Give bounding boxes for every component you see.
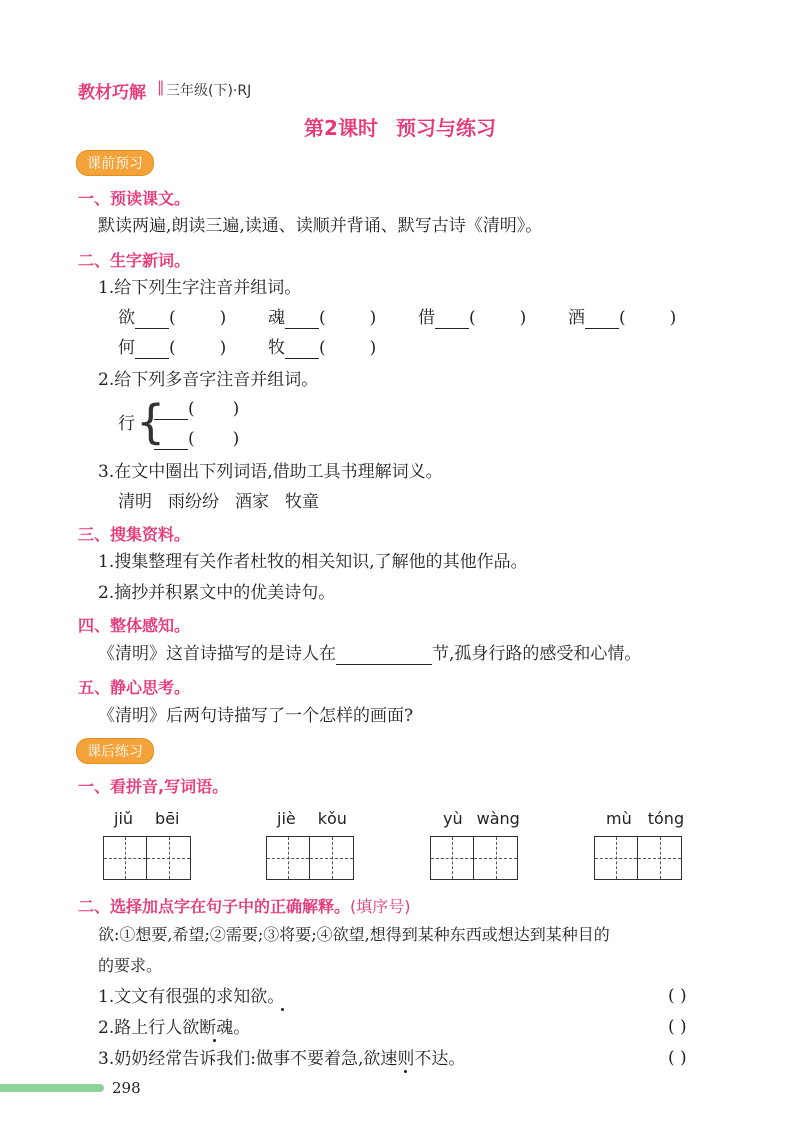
char-item: 借 ( ) — [418, 308, 527, 328]
collect-item-2: 2.摘抄并积累文中的优美诗句。 — [98, 583, 336, 603]
header-brand: 教材巧解 — [78, 83, 146, 103]
word-item: 清明 — [118, 492, 152, 512]
title-lesson: 第2课时 — [304, 116, 378, 140]
word-item: 牧童 — [285, 492, 319, 512]
writing-grid-3[interactable] — [430, 836, 518, 880]
grid-cell — [310, 836, 354, 880]
writing-grid-1[interactable] — [103, 836, 191, 880]
char-row-2 — [118, 337, 418, 359]
poly-line-2: ( ) — [154, 428, 239, 450]
char-item: 牧 ( ) — [268, 338, 377, 358]
char-item: 何 ( ) — [118, 338, 227, 358]
grid-cell — [266, 836, 310, 880]
answer-paren-2[interactable]: ( ) — [668, 1017, 687, 1037]
emphasis-dot — [281, 1008, 284, 1011]
choice-item-1: 1.文文有很强的求知欲。 — [98, 987, 285, 1007]
section-heading-3: 三、搜集资料。 — [78, 525, 191, 544]
perception-line: 《清明》这首诗描写的是诗人在 节,孤身行路的感受和心情。 — [98, 644, 642, 664]
practice-badge: 课后练习 — [76, 738, 154, 764]
writing-grid-2[interactable] — [266, 836, 354, 880]
header-grade: 三年级(下)·RJ — [166, 83, 252, 99]
char-item: 欲 ( ) — [118, 308, 227, 328]
answer-paren-3[interactable]: ( ) — [668, 1048, 687, 1068]
pinyin-group-2: jiè kǒu — [277, 809, 347, 828]
question-2: 2.给下列多音字注音并组词。 — [98, 370, 319, 390]
definition-line-2: 的要求。 — [98, 956, 163, 975]
emphasis-dot — [213, 1039, 216, 1042]
page-number: 298 — [112, 1079, 141, 1097]
section-heading-4: 四、整体感知。 — [78, 616, 191, 635]
choice-item-2: 2.路上行人欲断魂。 — [98, 1018, 251, 1038]
emphasis-dot — [404, 1070, 407, 1073]
grid-cell — [594, 836, 638, 880]
word-item: 雨纷纷 — [168, 492, 219, 512]
char-item: 魂 ( ) — [268, 308, 377, 328]
grid-cell — [430, 836, 474, 880]
writing-grid-4[interactable] — [594, 836, 682, 880]
grid-cell — [103, 836, 147, 880]
section-heading-2: 二、生字新词。 — [78, 251, 191, 270]
poly-char: 行 — [118, 414, 135, 434]
grid-cell — [474, 836, 518, 880]
practice-heading-2: 二、选择加点字在句子中的正确解释。(填序号) — [78, 897, 411, 916]
poly-line-1: ( ) — [154, 398, 239, 420]
section-heading-5: 五、静心思考。 — [78, 678, 191, 697]
answer-paren-1[interactable]: ( ) — [668, 986, 687, 1006]
header-separator: ‖ — [157, 78, 165, 96]
choice-item-3: 3.奶奶经常告诉我们:做事不要着急,欲速则不达。 — [98, 1049, 466, 1069]
section-heading-1: 一、预读课文。 — [78, 189, 191, 208]
question-1: 1.给下列生字注音并组词。 — [98, 278, 302, 298]
grid-cell — [638, 836, 682, 880]
practice-heading-1: 一、看拼音,写词语。 — [78, 777, 229, 796]
pinyin-group-4: mù tóng — [606, 809, 685, 828]
collect-item-1: 1.搜集整理有关作者杜牧的相关知识,了解他的其他作品。 — [98, 552, 528, 572]
brace-icon: { — [136, 395, 166, 449]
definition-line-1: 欲:①想要,希望;②需要;③将要;④欲望,想得到某种东西或想达到某种目的 — [98, 925, 610, 944]
title-topic: 预习与练习 — [395, 116, 496, 140]
preview-badge: 课前预习 — [76, 150, 154, 176]
pinyin-group-1: jiǔ bēi — [114, 809, 180, 828]
grid-cell — [147, 836, 191, 880]
page-title — [0, 112, 800, 141]
word-list — [118, 491, 319, 513]
think-question: 《清明》后两句诗描写了一个怎样的画面? — [98, 706, 414, 726]
pinyin-group-3: yù wàng — [443, 809, 520, 828]
footer-bar — [0, 1084, 104, 1092]
question-3: 3.在文中圈出下列词语,借助工具书理解词义。 — [98, 462, 443, 482]
char-row-1 — [118, 307, 718, 329]
word-item: 酒家 — [235, 492, 269, 512]
char-item: 酒 ( ) — [568, 308, 677, 328]
section-text-1: 默读两遍,朗读三遍,读通、读顺并背诵、默写古诗《清明》。 — [98, 216, 543, 236]
